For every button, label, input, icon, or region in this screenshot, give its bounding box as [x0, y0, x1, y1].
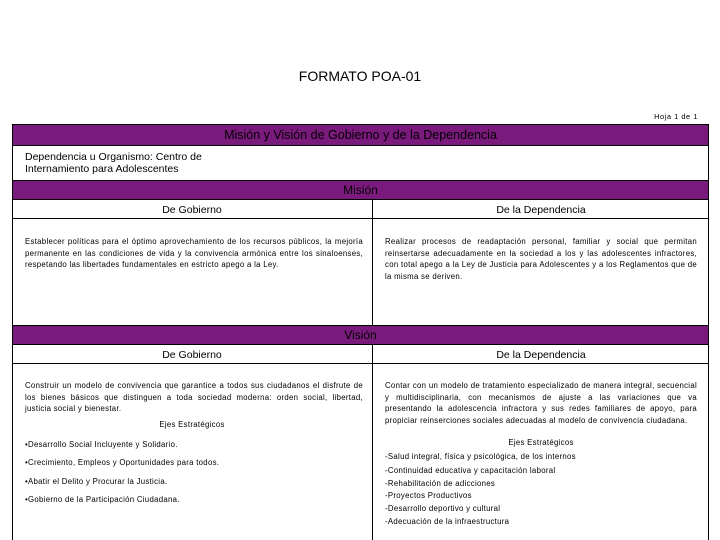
- mision-subhead-divider: [12, 218, 709, 219]
- vision-gobierno-heading: De Gobierno: [162, 349, 222, 361]
- page-title: FORMATO POA-01: [298, 68, 422, 84]
- sheet-number: Hoja 1 de 1: [654, 112, 698, 121]
- vision-gobierno-text: Construir un modelo de convivencia que garantice a todos sus ciudadanos el disfrute de los bienes básicos que distinguen a toda sociedad moderna: orden social, libertad, justicia social y bienestar.: [25, 381, 363, 413]
- header-bar: Misión y Visión de Gobierno y de la Dependencia: [12, 124, 709, 146]
- dependencia-eje-item: -Proyectos Productivos: [385, 491, 472, 500]
- vision-dependencia-text: Contar con un modelo de tratamiento especializado de manera integral, secuencial y multidisciplinaria, con mecanismos de ajuste a las variaciones que va presentando la adolescencia infractora y sus redes familiares de apoyo, para propiciar reinserciones sociales adecuadas al modelo de convivencia ciudadana.: [385, 381, 697, 425]
- vision-dependencia-heading: De la Dependencia: [496, 349, 586, 361]
- dependencia-eje-item: -Continuidad educativa y capacitación laboral: [385, 466, 556, 475]
- dependencia-ejes-title: Ejes Estratégicos: [508, 438, 574, 447]
- mision-dependencia-text: Realizar procesos de readaptación personal, familiar y social que permitan reinsertarse adecuadamente en la sociedad a los y las adolescentes infractores, con total apego a la Ley de Justicia para Adolescentes y a los Reglamentos que de la misma se deriven.: [385, 237, 697, 281]
- dependency-label: [25, 151, 202, 175]
- gobierno-eje-item: •Abatir el Delito y Procurar la Justicia.: [25, 477, 168, 486]
- vision-subhead-divider: [12, 363, 709, 364]
- mision-bar: Misión: [12, 180, 709, 200]
- dependencia-eje-item: -Desarrollo deportivo y cultural: [385, 504, 501, 513]
- dependency-line-2: Internamiento para Adolescentes: [25, 163, 179, 175]
- mision-gobierno-text: Establecer políticas para el óptimo aprovechamiento de los recursos públicos, la mejoría permanente en las condiciones de vida y la convivencia armónica entre los sinaloenses, respetando las libertades fundamentales en estricto apego a la Ley.: [25, 237, 363, 269]
- dependencia-eje-item: -Adecuación de la infraestructura: [385, 517, 510, 526]
- mision-column-divider: [372, 200, 373, 325]
- dependency-line-1: Dependencia u Organismo: Centro de: [25, 151, 202, 163]
- dependencia-eje-item: -Rehabilitación de adicciones: [385, 479, 496, 488]
- gobierno-eje-item: •Crecimiento, Empleos y Oportunidades para todos.: [25, 458, 220, 467]
- vision-bar: Visión: [12, 325, 709, 345]
- mision-dependencia-heading: De la Dependencia: [496, 204, 586, 216]
- mision-gobierno-heading: De Gobierno: [162, 204, 222, 216]
- dependencia-eje-item: -Salud integral, física y psicológica, de los internos: [385, 452, 576, 461]
- gobierno-eje-item: •Gobierno de la Participación Ciudadana.: [25, 495, 180, 504]
- gobierno-eje-item: •Desarrollo Social Incluyente y Solidario.: [25, 440, 178, 449]
- gobierno-ejes-title: Ejes Estratégicos: [159, 420, 225, 429]
